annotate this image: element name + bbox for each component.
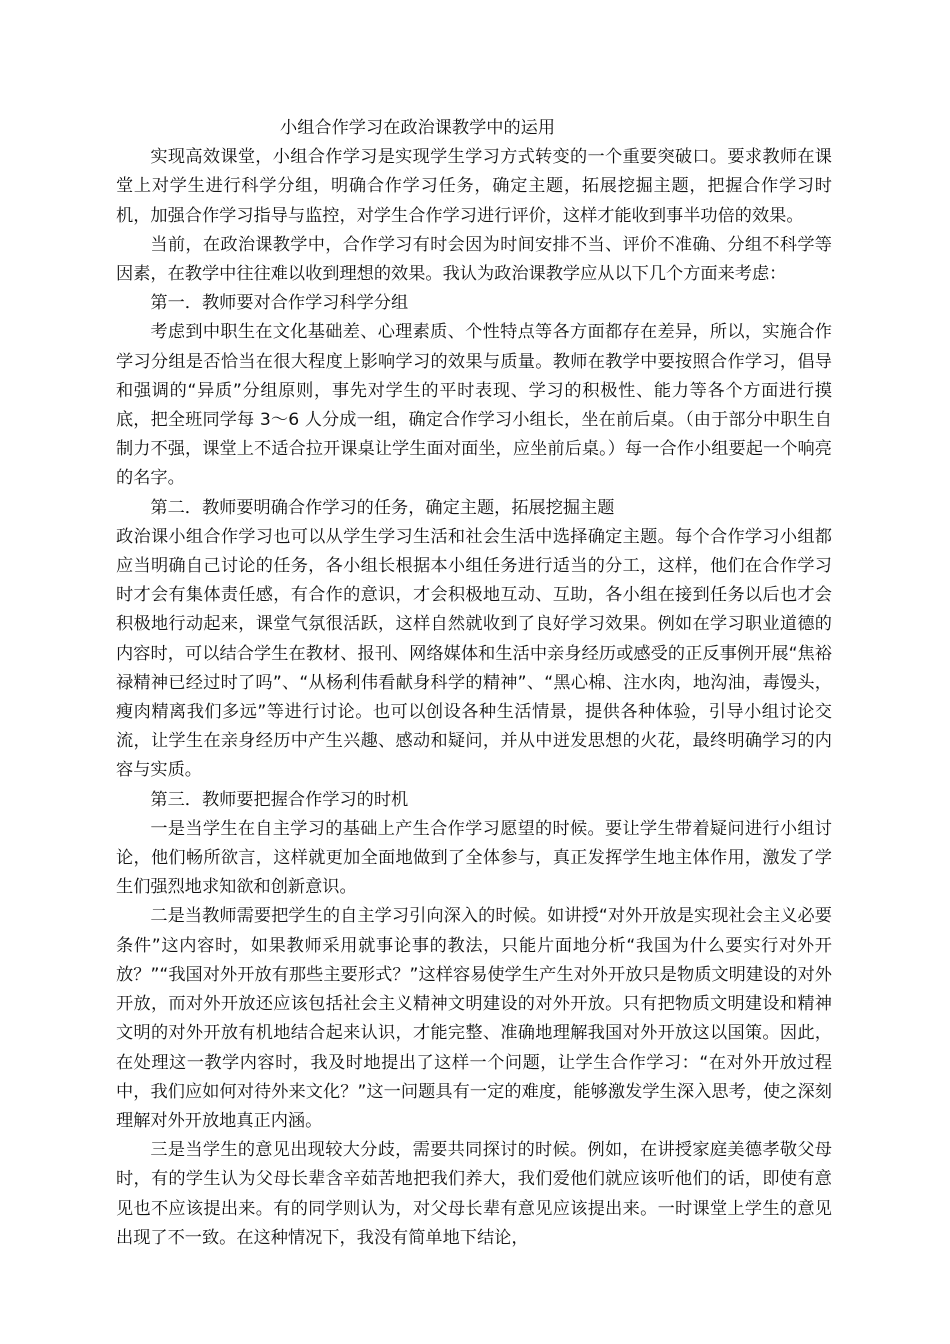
section-heading-3: 第三．教师要把握合作学习的时机: [150, 789, 409, 810]
paragraph-topics: 政治课小组合作学习也可以从学生学习生活和社会生活中选择确定主题。每个合作学习小组都应当明确自己讨论的任务，各小组长根据本小组任务进行适当的分工，这样，他们在合作学习时才会有集体责任感，有合作的意识，才会积极地互动、互助，各小组在接到任务以后也才会积极地行动起来，课堂气氛很活跃，这样自然就收到了良好学习效果。例如在学习职业道德的内容时，可以结合学生在教材、报刊、网络媒体和生活中亲身经历或感受的正反事例开展“焦裕禄精神已经过时了吗”、“从杨利伟看献身科学的精神”、“黑心棉、注水肉，地沟油，毒馒头，瘦肉精离我们多远”等进行讨论。也可以创设各种生活情景，提供各种体验，引导小组讨论交流，让学生在亲身经历中产生兴趣、感动和疑问，并从中迸发思想的火花，最终明确学习的内容与实质。: [116, 526, 832, 781]
paragraph-timing-2: 二是当教师需要把学生的自主学习引向深入的时候。如讲授“对外开放是实现社会主义必要条件”这内容时，如果教师采用就事论事的教法，只能片面地分析“我国为什么要实行对外开放？”“我国对外开放有那些主要形式？”这样容易使学生产生对外开放只是物质文明建设的对外开放，而对外开放还应该包括社会主义精神文明建设的对外开放。只有把物质文明建设和精神文明的对外开放有机地结合起来认识，才能完整、准确地理解我国对外开放这以国策。因此，在处理这一教学内容时，我及时地提出了这样一个问题，让学生合作学习：“在对外开放过程中，我们应如何对待外来文化？”这一问题具有一定的难度，能够激发学生深入思考，使之深刻理解对外开放地真正内涵。: [116, 906, 832, 1131]
paragraph-intro: 实现高效课堂，小组合作学习是实现学生学习方式转变的一个重要突破口。要求教师在课堂上对学生进行科学分组，明确合作学习任务，确定主题，拓展挖掘主题，把握合作学习时机，加强合作学习指导与监控，对学生合作学习进行评价，这样才能收到事半功倍的效果。: [116, 147, 832, 226]
document-title: 小组合作学习在政治课教学中的运用: [280, 118, 556, 138]
paragraph-grouping: 考虑到中职生在文化基础差、心理素质、个性特点等各方面都存在差异，所以，实施合作学习分组是否恰当在很大程度上影响学习的效果与质量。教师在教学中要按照合作学习，倡导和强调的“异质”分组原则，事先对学生的平时表现、学习的积极性、能力等各个方面进行摸底，把全班同学每 3～6 人分成一组，确定合作学习小组长，坐在前后桌。（由于部分中职生自制力不强，课堂上不适合拉开课桌让学生面对面坐，应坐前后桌。）每一合作小组要起一个响亮的名字。: [116, 322, 832, 489]
section-heading-1: 第一．教师要对合作学习科学分组: [150, 293, 409, 314]
paragraph-current-situation: 当前，在政治课教学中，合作学习有时会因为时间安排不当、评价不准确、分组不科学等因素，在教学中往往难以收到理想的效果。我认为政治课教学应从以下几个方面来考虑：: [116, 234, 832, 285]
section-heading-2: 第二．教师要明确合作学习的任务，确定主题，拓展挖掘主题: [150, 497, 615, 518]
document-page: [116, 114, 832, 1253]
paragraph-timing-1: 一是当学生在自主学习的基础上产生合作学习愿望的时候。要让学生带着疑问进行小组讨论，他们畅所欲言，这样就更加全面地做到了全体参与，真正发挥学生地主体作用，激发了学生们强烈地求知欲和创新意识。: [116, 818, 832, 898]
paragraph-timing-3: 三是当学生的意见出现较大分歧，需要共同探讨的时候。例如，在讲授家庭美德孝敬父母时，有的学生认为父母长辈含辛茹苦地把我们养大，我们爱他们就应该听他们的话，即使有意见也不应该提出来。有的同学则认为，对父母长辈有意见应该提出来。一时课堂上学生的意见出现了不一致。在这种情况下，我没有简单地下结论，: [116, 1140, 832, 1248]
